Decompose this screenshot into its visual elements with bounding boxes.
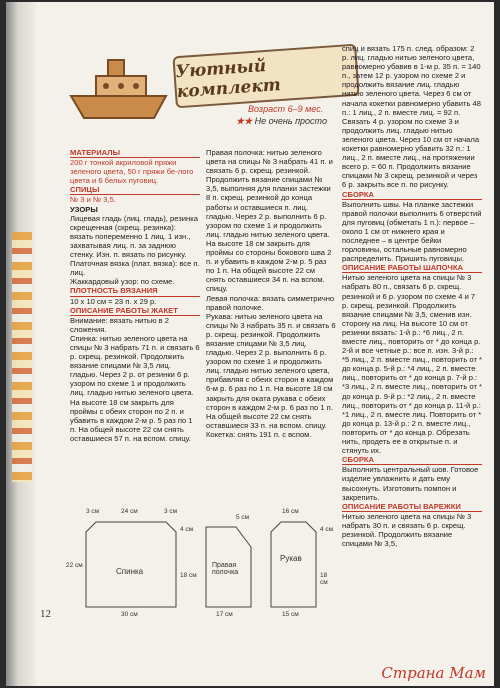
paragraph: Лицевая гладь (лиц. гладь), резинка скрещенная (скрещ. резинка): вязать попеременно 1 лиц. 1 изн., захватывая лиц. п. за заднюю стенку. Изн. п. вязать по рисунку.: [70, 213, 198, 260]
paragraph: Жаккардовый узор: по схеме.: [70, 277, 175, 287]
dim-label: 4 см: [180, 526, 194, 533]
paragraph: УЗОРЫ: [70, 204, 98, 214]
paragraph: Кокетка: снять 191 п. с вспом.: [206, 429, 312, 439]
paragraph: Нитью зеленого цвета на спицы № 3 набрать 80 п., связать 6 р. скрещ. резинкой и 6 р. узором по схеме 4 и 7 р. скрещ. резинкой. Продолжить вязание спицами № 3,5, сменив изн. сторону на лиц. На высоте 10 см от резинки вязать: 1-й р.: *6 лиц., 2 п. вместе лиц., повторить от * до конца р. 2-й и все четные р.: все п. изн. 3-й р.: *5 лиц., 2 п. вместе лиц., повторить от * до конца р. 5-й р.: *4 лиц., 2 п. вместе лиц., повторить от * до конца р. 7-й р.: *3 лиц., 2 п. вместе лиц., повторить от * до конца р. 9-й р.: *2 лиц., 2 п. вместе лиц., повторить от * до конца р. 11-й р.: *1 лиц., 2 п. вместе лиц. Повторить от * до конца р. 13-й р.: 2 п. вместе лиц., повторить от * до конца р. Обрезать нить, продеть ее в открытые п. и стянуть их.: [342, 273, 482, 456]
text-column-2: [206, 148, 336, 439]
dim-label: 18 см: [320, 572, 328, 586]
paragraph: СБОРКА: [342, 190, 482, 200]
dim-label: 5 см: [236, 514, 250, 521]
magazine-page: [6, 2, 494, 686]
dim-label: 3 см: [164, 508, 178, 515]
paragraph: Выполнить центральный шов. Готовое изделие увлажнить и дать ему высохнуть. Изготовить помпон и закрепить.: [342, 465, 479, 502]
title-banner: [172, 44, 359, 109]
dim-label: 16 см: [282, 508, 299, 515]
age-label: Возраст 6–9 мес.: [248, 104, 324, 114]
paragraph: ОПИСАНИЕ РАБОТЫ ВАРЕЖКИ: [342, 502, 482, 512]
star-icon: ★★: [236, 116, 255, 126]
paragraph: Нитью зеленого цвета на спицы № 3 набрать 30 п. и связать 6 р. скрещ. резинкой. Продолжить вязание спицами № 3,5,: [342, 511, 472, 549]
dim-label: 4 см: [320, 526, 334, 533]
page-number: 12: [40, 608, 51, 620]
paragraph: 10 х 10 см = 23 п. х 29 р.: [70, 296, 157, 306]
front-label: Правая полочка: [212, 562, 239, 576]
paragraph: Правая полочка: нитью зеленого цвета на спицы № 3 набрать 41 п. и связать 6 р. скрещ. резинкой. Продолжить вязание спицами № 3,5, выполняя для планки застежки 8 п. скрещ. резинкой до конца работы и оставшиеся п. лиц. гладью. Через 2 р. выполнить 6 р. узором по схеме 1 и продолжить лиц. гладью нитью зеленого цвета. На высоте 18 см закрыть для проймы со стороны бокового шва 2 п. и убавить в каждом 2-м р. 5 раз по 1 п. На общей высоте 22 см снять оставшиеся 34 п. на вспом. спицу.: [206, 148, 333, 294]
paragraph: Спинка: нитью зеленого цвета на спицы № 3 набрать 71 п. и связать 6 р. скрещ. резинкой. Продолжить вязание спицами № 3,5 лиц. гладью. Через 2 р. от резинки 6 р. узором по схеме 1 и продолжить лиц. гладью нитью зеленого цвета. На высоте 18 см закрыть для проймы с обеих сторон по 2 п. и убавить в каждом 2-м р. 5 раз по 1 п. На общей высоте 22 см снять оставшиеся 57 п. на вспом. спицу.: [70, 333, 200, 443]
ship-icon: [66, 56, 176, 126]
dim-label: 3 см: [86, 508, 100, 515]
decorative-stripes: [12, 232, 32, 482]
paragraph: МАТЕРИАЛЫ: [70, 148, 200, 158]
header: [66, 16, 356, 136]
dim-label: 17 см: [216, 611, 233, 618]
text-column-3: [342, 44, 482, 548]
paragraph: Выполнить швы. На планке застежки правой полочки выполнить 6 отверстий для пуговиц (обметать 1 п.): первое – около 1 см от нижнего края и последнее – в центре бейки горловины, остальные равномерно распределить. Пришить пуговицы.: [342, 199, 482, 264]
paragraph: Внимание: вязать нитью в 2 сложения.: [70, 315, 170, 334]
paragraph: 200 г тонкой акриловой пряжи зеленого цвета, 50 г пряжи бе-лого цвета и 6 белых пуговиц.: [70, 158, 194, 186]
pattern-schematic: [66, 502, 336, 622]
paragraph: ОПИСАНИЕ РАБОТЫ ЖАКЕТ: [70, 306, 200, 316]
paragraph: ПЛОТНОСТЬ ВЯЗАНИЯ: [70, 286, 200, 296]
paragraph: Платочная вязка (плат. вязка): все п. лиц.: [70, 259, 200, 278]
page-title: Уютный комплект: [174, 55, 282, 103]
paragraph: № 3 и № 3,5.: [70, 195, 116, 205]
sleeve-label: Рукав: [280, 554, 302, 563]
text-column-1: [70, 148, 200, 443]
paragraph: Рукава: нитью зеленого цвета на спицы № 3 набрать 35 п. и связать 6 р. скрещ. резинкой. Продолжить вязание спицами № 3,5 лиц. гладью. Через 2 р. выполнить 6 р. узором по схеме 1 и продолжить лиц. гладью нитью зеленого цвета, прибавляя с обеих сторон в каждом 6-м р. 6 раз по 1 п. На высоте 18 см закрыть для оката рукава с обеих сторон в каждом 2-м р. 6 раз по 1 п. На общей высоте 22 см снять оставшиеся 33 п. на вспом. спицу.: [206, 311, 336, 430]
dim-label: 22 см: [66, 562, 83, 569]
difficulty-label: ★★ Не очень просто: [236, 116, 327, 126]
dim-label: 18 см: [180, 572, 197, 579]
paragraph: спиц и вязать 175 п. след. образом: 2 р. лиц. гладью нитью зеленого цвета, равномерно убавив в 1-м р. 35 п. = 140 п., затем 12 р. узором по схеме 2 и продолжить вязание лиц. гладью нитью зеленого цвета. Через 6 см от начала кокетки равномерно убавить 48 п.: 1 лиц., 2 п. вместе лиц. = 92 п. Связать 4 р. узором по схеме 3 и продолжить лиц. гладью нитью зеленого цвета. Через 10 см от начала кокетки равномерно убавить 32 п.: 1 лиц., 2 п. вместе лиц., на протяжении всего р. = 60 п. Продолжить вязание спицами № 3 скрещ. резинкой и через 6 р. закрыть все п. по рисунку.: [342, 44, 481, 190]
dim-label: 24 см: [121, 508, 138, 515]
paragraph: Левая полочка: вязать симметрично правой полочке.: [206, 293, 335, 312]
dim-label: 15 см: [282, 611, 299, 618]
paragraph: СПИЦЫ: [70, 185, 200, 195]
dim-label: 30 см: [121, 611, 138, 618]
watermark: Страна Мам: [381, 664, 486, 682]
paragraph: СБОРКА: [342, 455, 482, 465]
back-label: Спинка: [116, 567, 144, 576]
paragraph: ОПИСАНИЕ РАБОТЫ ШАПОЧКА: [342, 263, 482, 273]
